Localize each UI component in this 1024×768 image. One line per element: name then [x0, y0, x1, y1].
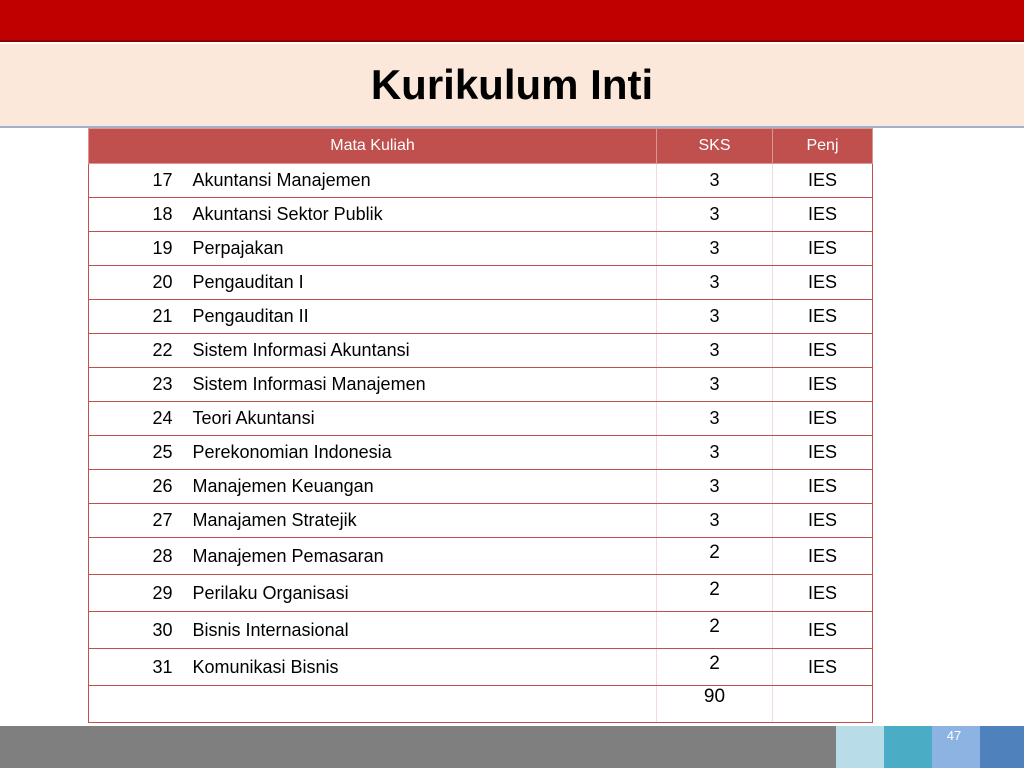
course-sks: 3 [657, 504, 773, 538]
curriculum-table [88, 128, 873, 723]
table-row [89, 198, 873, 232]
course-sks [657, 612, 773, 649]
row-number: 28 [89, 538, 193, 575]
table-row [89, 232, 873, 266]
row-number: 18 [89, 198, 193, 232]
table-row [89, 649, 873, 686]
course-penj: IES [773, 612, 873, 649]
top-accent-bar [0, 0, 1024, 42]
course-name: Akuntansi Sektor Publik [193, 198, 657, 232]
total-row [89, 686, 873, 723]
table-header-row [89, 129, 873, 164]
row-number: 31 [89, 649, 193, 686]
course-name: Komunikasi Bisnis [193, 649, 657, 686]
row-number: 22 [89, 334, 193, 368]
course-penj: IES [773, 232, 873, 266]
table-row [89, 436, 873, 470]
footer-block-teal [884, 726, 932, 768]
course-sks: 3 [657, 368, 773, 402]
course-sks [657, 575, 773, 612]
table-row [89, 538, 873, 575]
table-row [89, 504, 873, 538]
course-penj: IES [773, 504, 873, 538]
course-sks-value: 2 [709, 616, 720, 637]
course-penj: IES [773, 649, 873, 686]
course-sks-value: 2 [709, 579, 720, 600]
row-number: 27 [89, 504, 193, 538]
total-empty-penj [773, 686, 873, 723]
course-name: Manajemen Keuangan [193, 470, 657, 504]
course-penj: IES [773, 402, 873, 436]
course-sks: 3 [657, 198, 773, 232]
course-penj: IES [773, 300, 873, 334]
footer-color-blocks [836, 726, 1024, 768]
total-empty-number [89, 686, 193, 723]
course-sks: 3 [657, 402, 773, 436]
course-penj: IES [773, 575, 873, 612]
course-name: Sistem Informasi Akuntansi [193, 334, 657, 368]
table-row [89, 470, 873, 504]
course-sks: 3 [657, 334, 773, 368]
course-name: Akuntansi Manajemen [193, 164, 657, 198]
row-number: 29 [89, 575, 193, 612]
course-name: Teori Akuntansi [193, 402, 657, 436]
course-penj: IES [773, 266, 873, 300]
course-sks [657, 649, 773, 686]
footer-block-blue [980, 726, 1024, 768]
course-sks: 3 [657, 266, 773, 300]
course-penj: IES [773, 538, 873, 575]
course-penj: IES [773, 198, 873, 232]
course-name: Perekonomian Indonesia [193, 436, 657, 470]
total-empty-name [193, 686, 657, 723]
header-course: Mata Kuliah [89, 129, 657, 164]
row-number: 19 [89, 232, 193, 266]
total-sks: 90 [657, 686, 773, 723]
course-name: Pengauditan I [193, 266, 657, 300]
table-row [89, 575, 873, 612]
course-name: Bisnis Internasional [193, 612, 657, 649]
course-penj: IES [773, 470, 873, 504]
table-row [89, 368, 873, 402]
header-penj: Penj [773, 129, 873, 164]
row-number: 30 [89, 612, 193, 649]
course-sks-value: 2 [709, 542, 720, 563]
row-number: 17 [89, 164, 193, 198]
course-name: Pengauditan II [193, 300, 657, 334]
course-sks: 3 [657, 300, 773, 334]
course-sks: 3 [657, 436, 773, 470]
row-number: 24 [89, 402, 193, 436]
row-number: 25 [89, 436, 193, 470]
course-sks: 3 [657, 164, 773, 198]
course-penj: IES [773, 334, 873, 368]
table-row [89, 266, 873, 300]
row-number: 21 [89, 300, 193, 334]
header-sks: SKS [657, 129, 773, 164]
table-row [89, 334, 873, 368]
course-name: Perpajakan [193, 232, 657, 266]
course-penj: IES [773, 368, 873, 402]
course-sks [657, 538, 773, 575]
slide-title: Kurikulum Inti [370, 61, 654, 108]
course-penj: IES [773, 164, 873, 198]
footer-block-light-cyan [836, 726, 884, 768]
page-number: 47 [946, 728, 962, 743]
table-row [89, 164, 873, 198]
course-sks: 3 [657, 470, 773, 504]
course-name: Sistem Informasi Manajemen [193, 368, 657, 402]
table-row [89, 402, 873, 436]
course-name: Manajemen Pemasaran [193, 538, 657, 575]
course-name: Perilaku Organisasi [193, 575, 657, 612]
row-number: 20 [89, 266, 193, 300]
course-name: Manajamen Stratejik [193, 504, 657, 538]
row-number: 26 [89, 470, 193, 504]
course-penj: IES [773, 436, 873, 470]
course-sks: 3 [657, 232, 773, 266]
title-band [0, 44, 1024, 128]
table-row [89, 300, 873, 334]
table-row [89, 612, 873, 649]
course-sks-value: 2 [709, 653, 720, 674]
row-number: 23 [89, 368, 193, 402]
